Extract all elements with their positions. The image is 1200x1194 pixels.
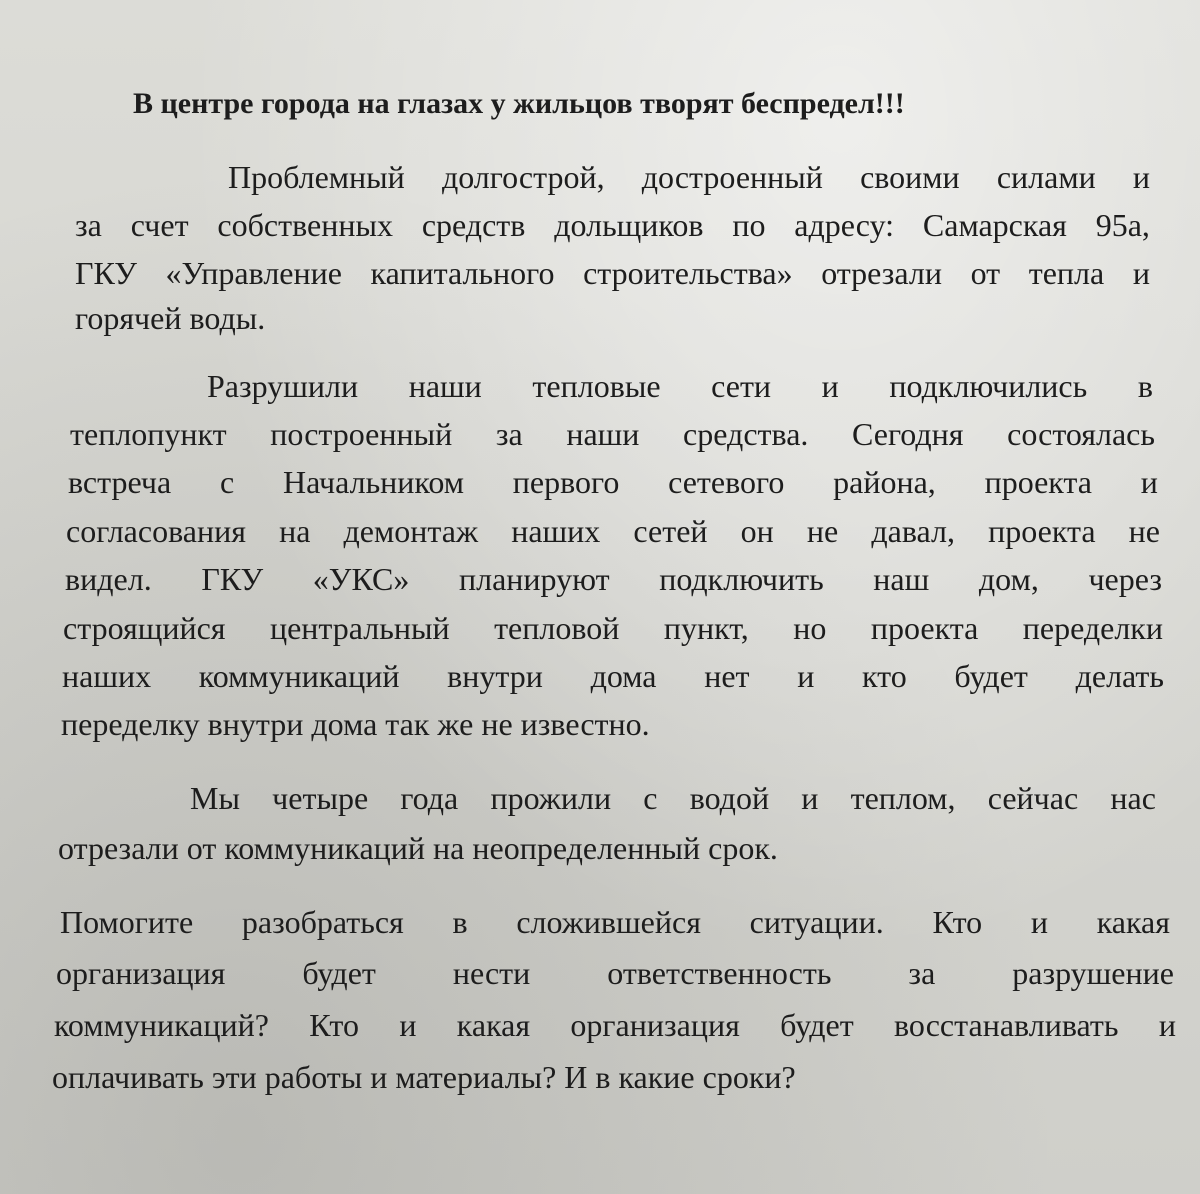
word: Разрушили: [207, 368, 359, 404]
word: дома: [590, 658, 657, 694]
text-line: [56, 953, 1174, 993]
word: построенный: [270, 416, 453, 452]
word: давал,: [871, 513, 955, 549]
word: на: [279, 513, 311, 549]
word: будет: [780, 1007, 854, 1043]
text-line: горячей воды.: [75, 300, 266, 336]
text-line: [68, 462, 1158, 502]
word: счет: [130, 207, 189, 243]
word: тепловой: [494, 610, 620, 646]
word: водой: [689, 780, 770, 816]
word: Кто: [309, 1007, 359, 1043]
word: какая: [456, 1007, 531, 1043]
word: в: [452, 904, 468, 940]
word: Мы: [190, 780, 240, 816]
word: делать: [1075, 658, 1164, 694]
word: достроенный: [641, 159, 823, 195]
word: наши: [566, 416, 640, 452]
word: сетевого: [668, 464, 785, 500]
word: капитального: [370, 255, 555, 291]
word: Сегодня: [852, 416, 964, 452]
word: проекта: [984, 464, 1092, 500]
word: ситуации.: [749, 904, 884, 940]
word: не: [1128, 513, 1160, 549]
word: состоялась: [1007, 416, 1155, 452]
word: сетей: [633, 513, 708, 549]
word: Кто: [932, 904, 983, 940]
word: будет: [302, 955, 376, 991]
text-line: [70, 414, 1155, 454]
word: встреча: [68, 464, 172, 500]
text-line: [190, 778, 1156, 818]
word: года: [400, 780, 459, 816]
word: первого: [512, 464, 620, 500]
word: по: [732, 207, 766, 243]
word: «Управление: [165, 255, 342, 291]
text-line: [75, 253, 1150, 293]
word: проекта: [988, 513, 1096, 549]
word: проекта: [870, 610, 979, 646]
word: тепловые: [532, 368, 661, 404]
word: нас: [1110, 780, 1156, 816]
word: кто: [862, 658, 907, 694]
word: ответственность: [607, 955, 832, 991]
word: «УКС»: [312, 561, 410, 597]
word: коммуникаций?: [54, 1007, 269, 1043]
word: района,: [833, 464, 936, 500]
word: пункт,: [663, 610, 749, 646]
word: 95а,: [1095, 207, 1150, 243]
word: сейчас: [987, 780, 1079, 816]
word: средств: [421, 207, 526, 243]
word: нет: [704, 658, 750, 694]
text-line: [75, 205, 1150, 245]
word: разрушение: [1012, 955, 1174, 991]
text-line: [207, 366, 1153, 406]
word: видел.: [65, 561, 152, 597]
word: но: [793, 610, 827, 646]
text-line: [63, 608, 1163, 648]
text-line: [54, 1005, 1176, 1045]
word: дольщиков: [554, 207, 704, 243]
word: организация: [56, 955, 226, 991]
word: через: [1088, 561, 1162, 597]
word: переделки: [1022, 610, 1163, 646]
word: и: [1030, 904, 1048, 940]
word: силами: [996, 159, 1096, 195]
word: теплопункт: [70, 416, 227, 452]
text-line: переделку внутри дома так же не известно.: [61, 706, 650, 742]
word: наших: [511, 513, 601, 549]
text-line: [60, 902, 1170, 942]
word: подключились: [889, 368, 1088, 404]
text-line: [66, 511, 1160, 551]
word: Начальником: [283, 464, 464, 500]
text-line: отрезали от коммуникаций на неопределенный срок.: [58, 830, 778, 866]
word: наши: [408, 368, 482, 404]
word: ГКУ: [75, 255, 137, 291]
text-line: [228, 157, 1150, 197]
word: демонтаж: [343, 513, 479, 549]
word: своими: [860, 159, 960, 195]
word: теплом,: [850, 780, 956, 816]
word: отрезали: [821, 255, 942, 291]
word: с: [643, 780, 658, 816]
word: за: [495, 416, 523, 452]
word: организация: [570, 1007, 740, 1043]
word: не: [806, 513, 839, 549]
word: коммуникаций: [198, 658, 400, 694]
word: и: [821, 368, 839, 404]
word: подключить: [659, 561, 824, 597]
word: планируют: [458, 561, 610, 597]
word: за: [75, 207, 102, 243]
word: наш: [873, 561, 930, 597]
word: центральный: [269, 610, 450, 646]
word: с: [220, 464, 235, 500]
document-heading: В центре города на глазах у жильцов творят беспредел!!!: [133, 87, 905, 120]
word: будет: [954, 658, 1028, 694]
word: прожили: [490, 780, 612, 816]
word: и: [1132, 255, 1150, 291]
word: тепла: [1028, 255, 1105, 291]
word: строительства»: [583, 255, 793, 291]
word: собственных: [217, 207, 393, 243]
word: средства.: [683, 416, 809, 452]
word: долгострой,: [441, 159, 605, 195]
word: в: [1137, 368, 1153, 404]
word: ГКУ: [201, 561, 264, 597]
word: сложившейся: [516, 904, 701, 940]
word: он: [740, 513, 774, 549]
word: и: [399, 1007, 417, 1043]
word: восстанавливать: [894, 1007, 1119, 1043]
word: наших: [62, 658, 152, 694]
word: Помогите: [60, 904, 194, 940]
word: адресу:: [794, 207, 895, 243]
word: и: [801, 780, 819, 816]
word: согласования: [66, 513, 246, 549]
word: четыре: [272, 780, 369, 816]
word: дом,: [978, 561, 1039, 597]
text-line: оплачивать эти работы и материалы? И в какие сроки?: [52, 1059, 796, 1095]
word: какая: [1096, 904, 1170, 940]
word: Проблемный: [228, 159, 405, 195]
word: и: [1140, 464, 1158, 500]
word: нести: [452, 955, 531, 991]
word: и: [1158, 1007, 1176, 1043]
text-line: [62, 656, 1164, 696]
word: сети: [711, 368, 772, 404]
text-line: [65, 559, 1162, 599]
word: от: [970, 255, 1001, 291]
word: за: [908, 955, 936, 991]
word: и: [797, 658, 815, 694]
word: Самарская: [922, 207, 1067, 243]
word: внутри: [447, 658, 543, 694]
word: строящийся: [63, 610, 226, 646]
word: и: [1132, 159, 1150, 195]
word: разобраться: [241, 904, 404, 940]
